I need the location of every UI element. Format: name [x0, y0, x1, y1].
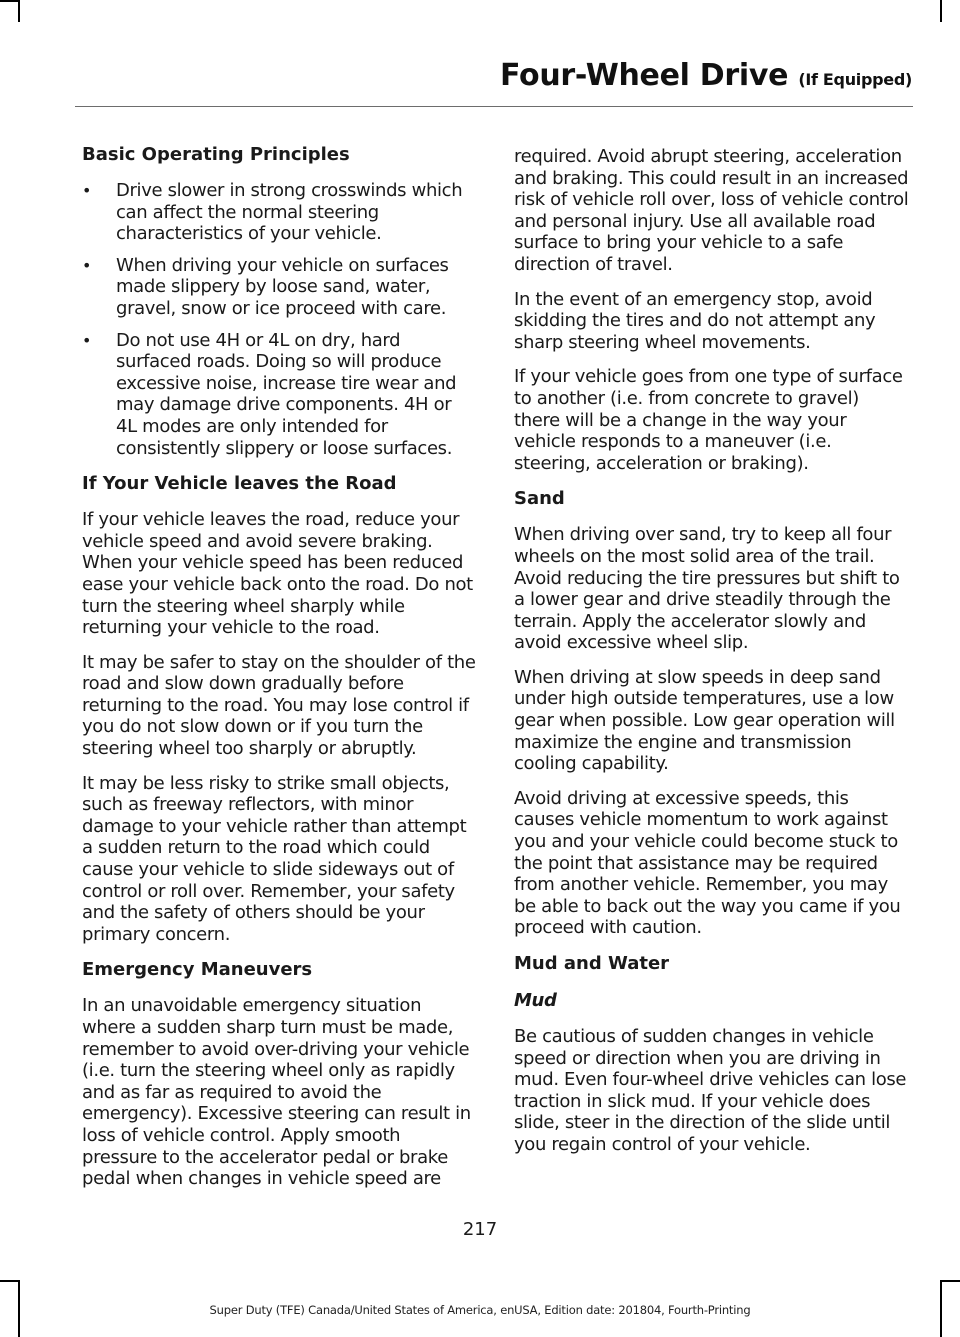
left-column [82, 143, 476, 1203]
crop-mark-bottom-left-horizontal [0, 1280, 20, 1282]
emergency-maneuvers-heading: Emergency Maneuvers [82, 959, 313, 981]
leaves-road-heading: If Your Vehicle leaves the Road [82, 473, 397, 495]
paragraph: If your vehicle leaves the road, reduce your vehicle speed and avoid severe braking. When your vehicle speed has been reduced ease your vehicle back onto the road. Do not turn the steering wheel sharply while returning your vehicle to the road. [82, 509, 473, 639]
paragraph: When driving at slow speeds in deep sand under high outside temperatures, use a low gear when possible. Low gear operation will maximize the engine and transmission cooling capability. [514, 666, 895, 775]
mud-and-water-heading: Mud and Water [514, 953, 670, 974]
paragraph: If your vehicle goes from one type of surface to another (i.e. from concrete to gravel) there will be a change in the way your vehicle responds to a maneuver (i.e. steering, acceleration or braking). [514, 366, 903, 474]
sand-heading: Sand [514, 488, 565, 510]
paragraph: In the event of an emergency stop, avoid skidding the tires and do not attempt any sharp steering wheel movements. [514, 288, 876, 353]
crop-mark-bottom-right-horizontal [940, 1280, 960, 1282]
mud-subheading: Mud [514, 990, 557, 1011]
paragraph: required. Avoid abrupt steering, acceleration and braking. This could result in an increased risk of vehicle roll over, loss of vehicle control and personal injury. Use all available road surface to bring your vehicle to a safe direction of travel. [514, 146, 909, 275]
list-item: • Do not use 4H or 4L on dry, hard surfaced roads. Doing so will produce excessive noise, increase tire wear and may damage drive components. 4H or 4L modes are only intended for consistently slippery or loose surfaces. [82, 330, 476, 460]
paragraph: In an unavoidable emergency situation where a sudden sharp turn must be made, remember to avoid over-driving your vehicle (i.e. turn the steering wheel only as rapidly and as far as required to avoid the emergency). Excessive steering can result in loss of vehicle control. Apply smooth pressure to the accelerator pedal or brake pedal when changes in vehicle speed are [82, 995, 471, 1190]
page-header-title [0, 58, 912, 98]
crop-mark-top-left-vertical [18, 0, 20, 22]
list-item: • Drive slower in strong crosswinds which can affect the normal steering characteristics of your vehicle. [82, 180, 476, 245]
right-column [514, 146, 910, 1169]
crop-mark-top-right [940, 0, 942, 22]
header-title-text: Four-Wheel Drive [500, 58, 789, 93]
paragraph: It may be less risky to strike small objects, such as freeway reflectors, with minor damage to your vehicle rather than attempt a sudden return to the road which could cause your vehicle to slide sideways out of control or roll over. Remember, your safety and the safety of others should be your primary concern. [82, 772, 467, 945]
paragraph: When driving over sand, try to keep all four wheels on the most solid area of the trail. Avoid reducing the tire pressures but shift to a lower gear and drive steadily through the terrain. Apply the accelerator slowly and avoid excessive wheel slip. [514, 524, 900, 654]
paragraph: Be cautious of sudden changes in vehicle speed or direction when you are driving in mud. Even four-wheel drive vehicles can lose traction in slick mud. If your vehicle does slide, steer in the direction of the slide until you regain control of your vehicle. [514, 1026, 907, 1155]
paragraph: Avoid driving at excessive speeds, this causes vehicle momentum to work against you and your vehicle could become stuck to the point that assistance may be required from another vehicle. Remember, you may be able to back out the way you came if you proceed with caution. [514, 787, 901, 939]
page-number: 217 [462, 1219, 498, 1240]
crop-mark-top-left [0, 0, 20, 2]
basic-principles-heading: Basic Operating Principles [82, 144, 350, 165]
footer-edition-text: Super Duty (TFE) Canada/United States of America, enUSA, Edition date: 201804, Fourth-Printing [209, 1303, 751, 1317]
basic-principles-list [82, 180, 476, 459]
header-divider [75, 106, 913, 107]
paragraph: It may be safer to stay on the shoulder of the road and slow down gradually before returning to the road. You may lose control if you do not slow down or if you turn the steering wheel too sharply or abruptly. [82, 651, 476, 760]
header-title-suffix: (If Equipped) [798, 70, 912, 89]
list-item: • When driving your vehicle on surfaces made slippery by loose sand, water, gravel, snow or ice proceed with care. [82, 255, 476, 320]
